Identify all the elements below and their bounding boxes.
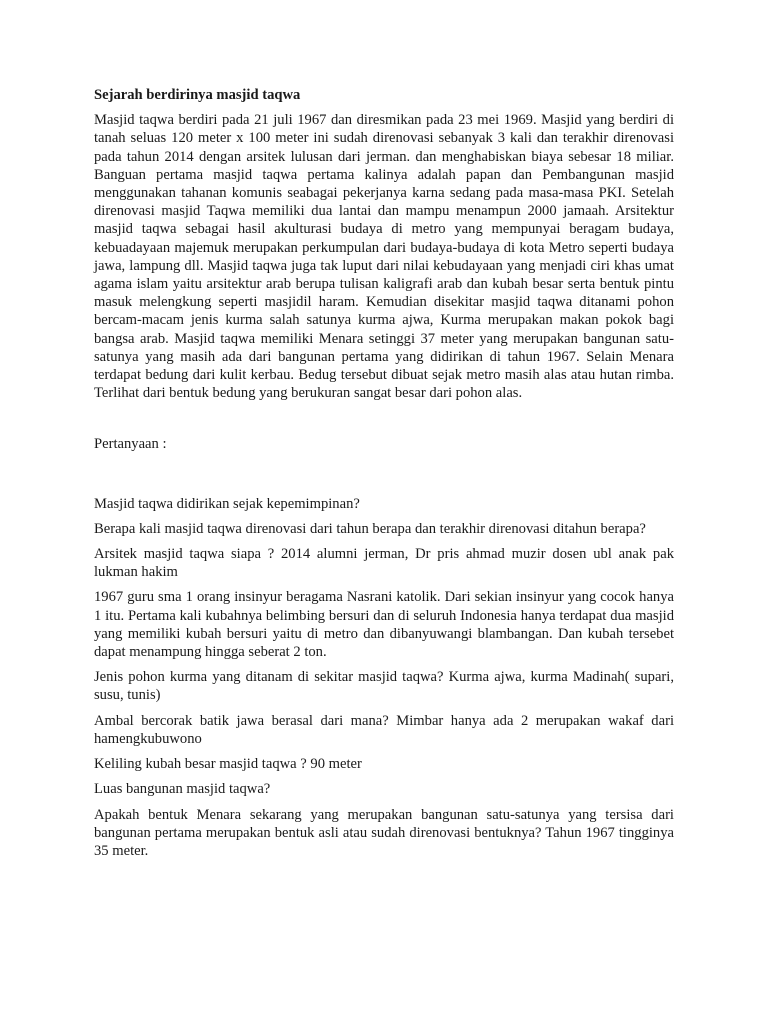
question-item: Masjid taqwa didirikan sejak kepemimpinan? xyxy=(94,495,360,512)
question-item: Berapa kali masjid taqwa direnovasi dari tahun berapa dan terakhir direnovasi ditahun berapa? xyxy=(94,520,646,537)
document-body xyxy=(94,86,674,867)
document-title: Sejarah berdirinya masjid taqwa xyxy=(94,87,301,103)
question-item: Luas bangunan masjid taqwa? xyxy=(94,781,271,798)
questions-heading: Pertanyaan : xyxy=(94,436,167,453)
question-item: Ambal bercorak batik jawa berasal dari mana? Mimbar hanya ada 2 merupakan wakaf dari hamengkubuwono xyxy=(94,712,674,747)
blank-line xyxy=(94,461,674,495)
question-item: Apakah bentuk Menara sekarang yang merupakan bangunan satu-satunya yang tersisa dari bangunan pertama merupakan bentuk asli atau sudah direnovasi bentuknya? Tahun 1967 tingginya 35 meter. xyxy=(94,806,674,859)
blank-line xyxy=(94,409,674,435)
question-item: 1967 guru sma 1 orang insinyur beragama Nasrani katolik. Dari sekian insinyur yang cocok hanya 1 itu. Pertama kali kubahnya belimbing bersuri dan di seluruh Indonesia hanya terdapat dua masjid yang memiliki kubah bersuri yaitu di metro dan dibanyuwangi blambangan. Dan kubah tersebet dapat menampung hingga seberat 2 ton. xyxy=(94,589,674,661)
question-item: Arsitek masjid taqwa siapa ? 2014 alumni jerman, Dr pris ahmad muzir dosen ubl anak pak lukman hakim xyxy=(94,546,674,581)
main-paragraph: Masjid taqwa berdiri pada 21 juli 1967 dan diresmikan pada 23 mei 1969. Masjid yang berdiri di tanah seluas 120 meter x 100 meter ini sudah direnovasi sebanyak 3 kali dan terakhir direnovasi pada tahun 2014 dengan arsitek lulusan dari jerman. dan menghabiskan biaya sebesar 18 miliar. Banguan pertama masjid taqwa pertama kalinya adalah papan dan Pembangunan masjid menggunakan tahanan komunis seabagai pekerjanya karna sedang pada masa-masa PKI. Setelah direnovasi masjid Taqwa memiliki dua lantai dan mampu menampun 2000 jamaah. Arsitektur masjid taqwa sebagai hasil akulturasi budaya di metro yang mempunyai beragam budaya, kebuadayaan majemuk merupakan perkumpulan dari budaya-budaya di kota Metro seperti budaya jawa, lampung dll. Masjid taqwa juga tak luput dari nilai kebudayaan yang menjadi ciri khas umat agama islam yaitu arsitektur arab berupa tulisan kaligrafi arab dan kubah besar serta bentuk pintu masuk melengkung seperti masjidil haram. Kemudian disekitar masjid taqwa ditanami pohon bercam-macam jenis kurma salah satunya kurma ajwa, Kurma merupakan makan pokok bagi bangsa arab. Masjid taqwa memiliki Menara setinggi 37 meter yang merupakan bangunan satu-satunya yang masih ada dari bangunan pertama yang didirikan di tahun 1967. Selain Menara terdapat bedung dari kulit kerbau. Bedug tersebut dibuat sejak metro masih alas atau hutan rimba. Terlihat dari bentuk bedung yang berukuran sangat besar dari pohon alas. xyxy=(94,112,674,402)
question-item: Keliling kubah besar masjid taqwa ? 90 meter xyxy=(94,756,362,773)
question-item: Jenis pohon kurma yang ditanam di sekitar masjid taqwa? Kurma ajwa, kurma Madinah( supari, susu, tunis) xyxy=(94,669,674,704)
